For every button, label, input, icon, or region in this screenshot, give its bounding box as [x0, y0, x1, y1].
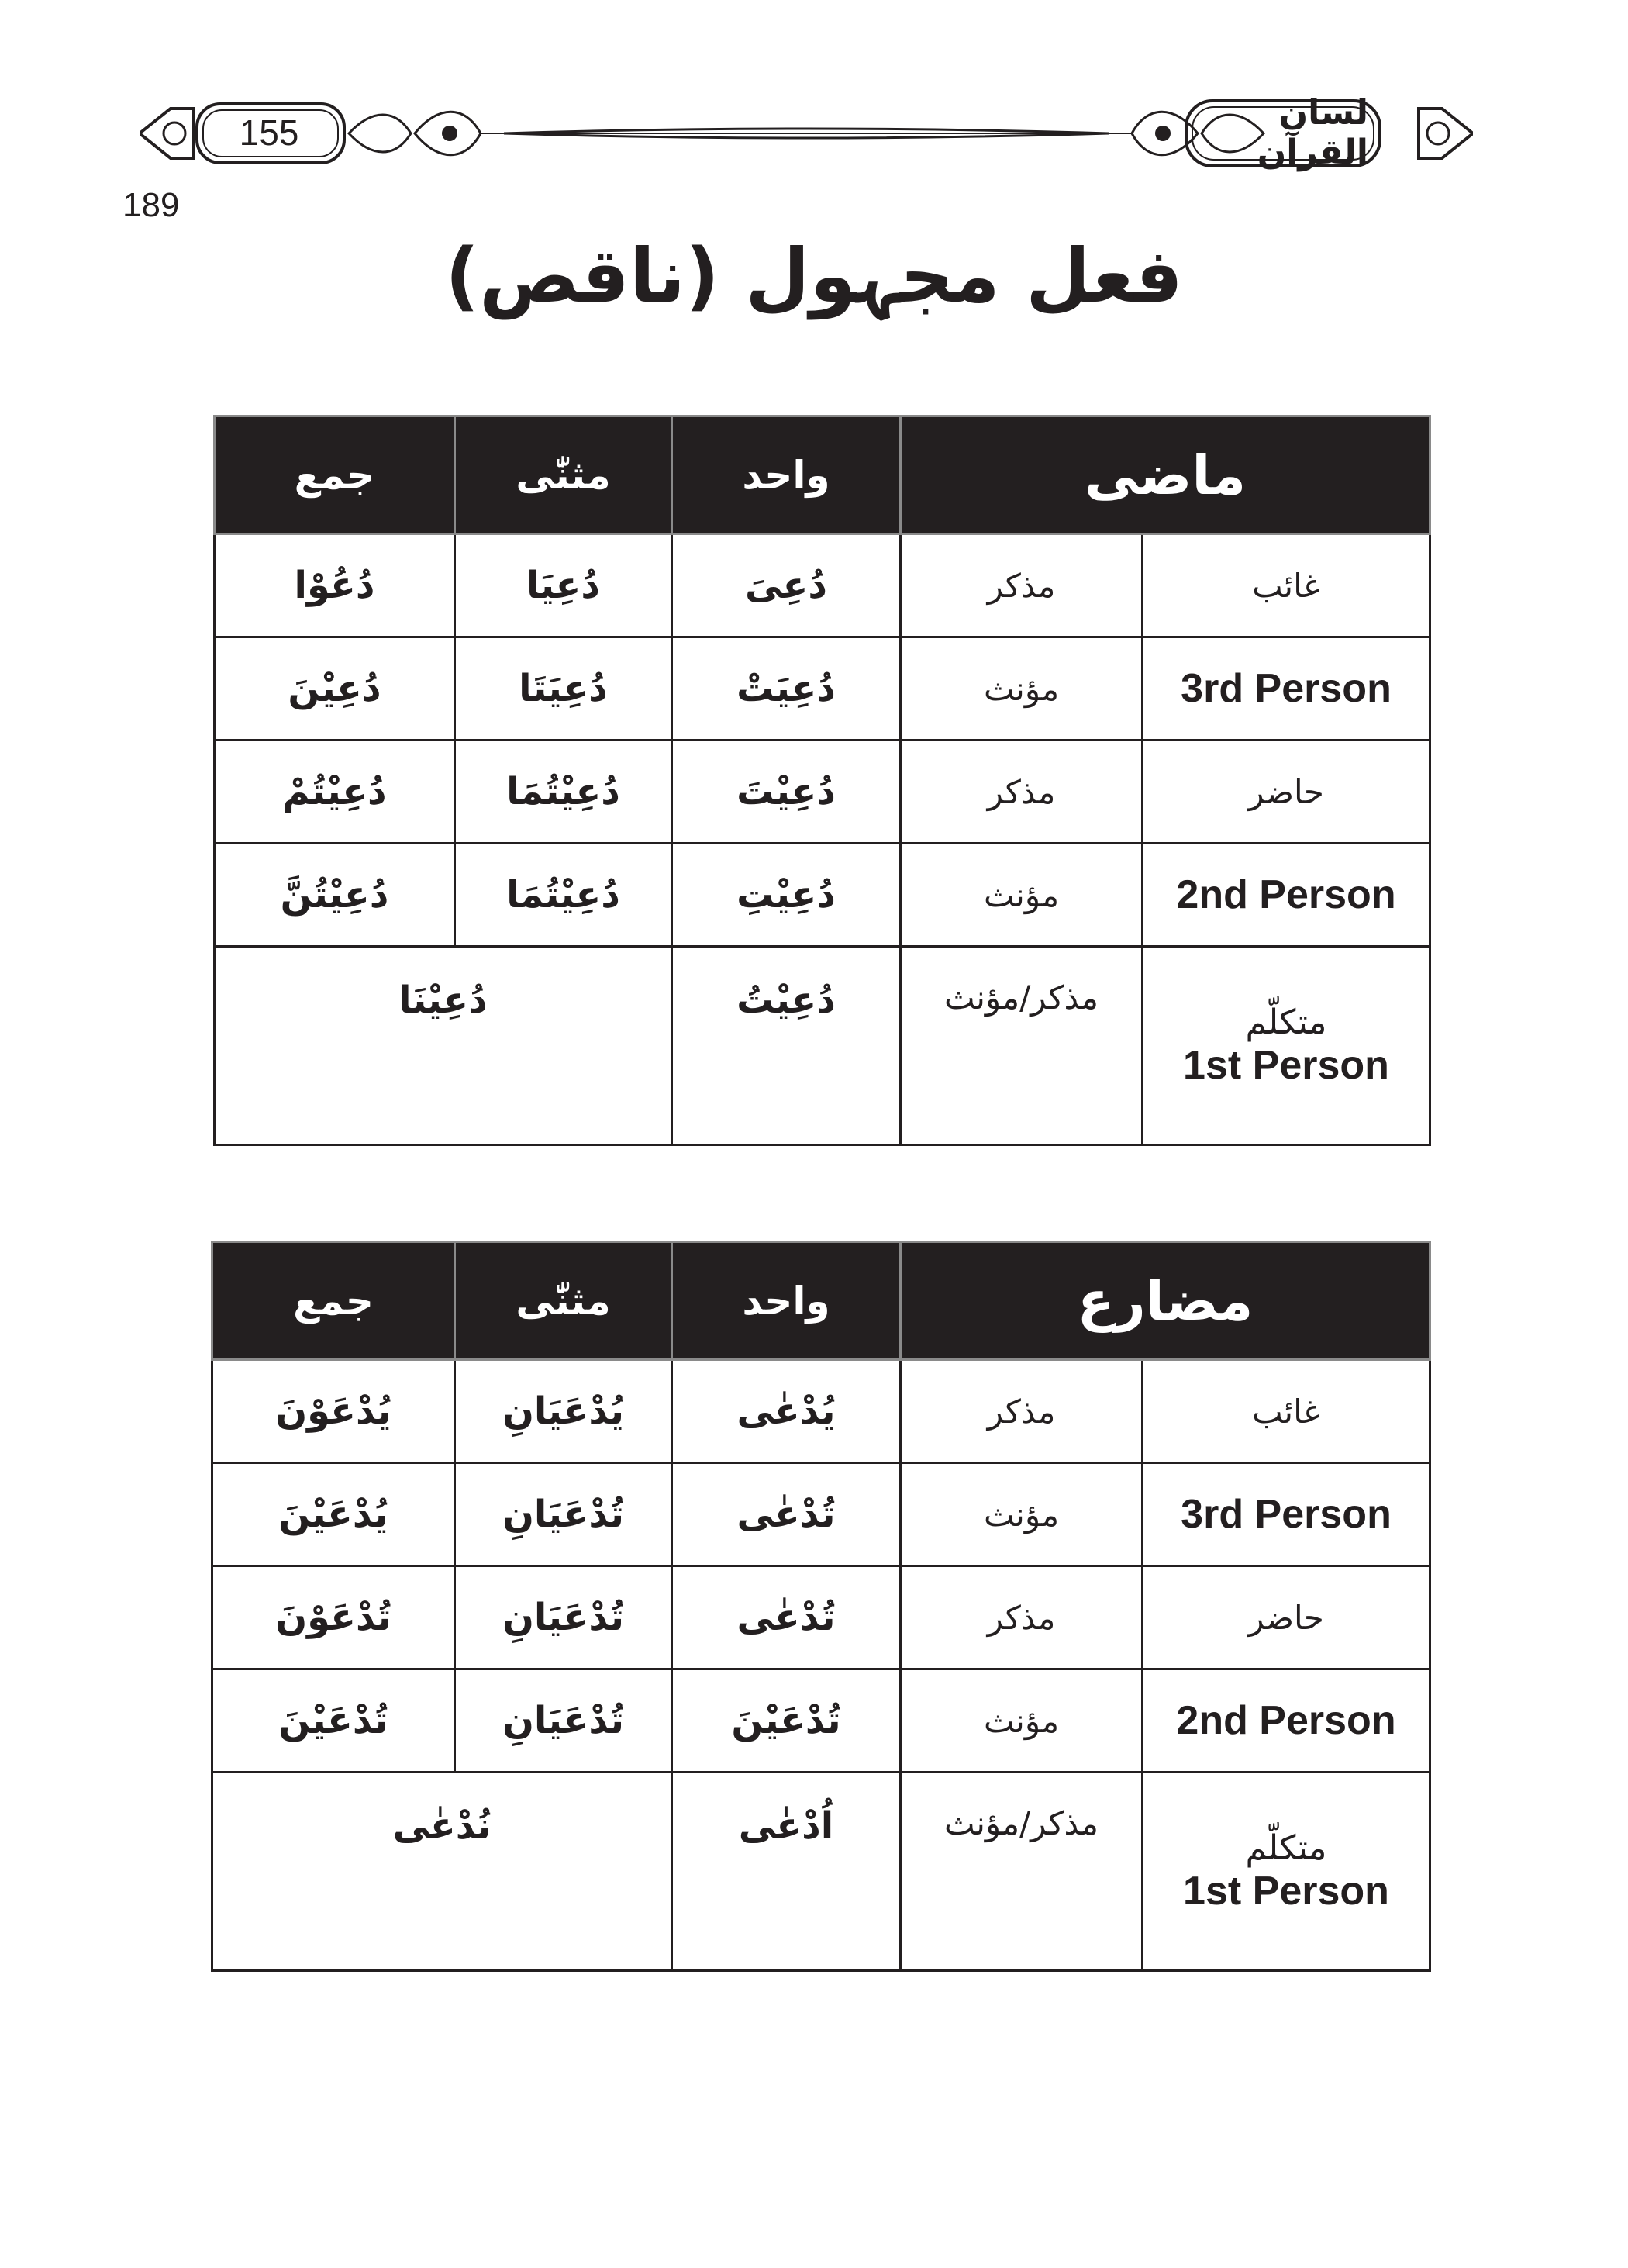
- cell-jama: تُدْعَیْنَ: [212, 1669, 455, 1773]
- cell-gender-text: مذکر/مؤنث: [944, 979, 1099, 1017]
- col-header-wahid: واحد: [672, 1242, 901, 1360]
- cell-jama: یُدْعَوْنَ: [212, 1360, 455, 1463]
- cell-gender: [901, 947, 1143, 1145]
- col-header-wahid: واحد: [672, 416, 901, 534]
- cell-jama: یُدْعَیْنَ: [212, 1463, 455, 1566]
- cell-jama: دُعِیْنَ: [215, 637, 455, 740]
- first-person-label-ur: متکلّم: [1245, 1003, 1327, 1042]
- cell-muthanna: یُدْعَیَانِ: [455, 1360, 672, 1463]
- table-header-row: [215, 416, 1430, 534]
- table-row: [212, 1669, 1430, 1773]
- first-person-label-ur: متکلّم: [1245, 1828, 1327, 1868]
- cell-jama: تُدْعَوْنَ: [212, 1566, 455, 1669]
- cell-gender: مذکر: [901, 534, 1143, 637]
- cell-wahid: تُدْعٰی: [672, 1463, 901, 1566]
- table-row: [215, 740, 1430, 844]
- cell-muthanna: دُعِیَا: [455, 534, 672, 637]
- first-person-label-en: 1st Person: [1183, 1043, 1389, 1088]
- cell-muthanna: تُدْعَیَانِ: [455, 1669, 672, 1773]
- cell-person: [1143, 947, 1430, 1145]
- cell-plural-text: نُدْعٰی: [392, 1804, 492, 1848]
- table-row: [215, 844, 1430, 947]
- page-number: 155: [239, 112, 299, 153]
- cell-wahid: دُعِیَ: [672, 534, 901, 637]
- table-header-row: [212, 1242, 1430, 1360]
- col-header-muthanna: مثنّٰی: [455, 416, 672, 534]
- cell-gender: مؤنث: [901, 1669, 1143, 1773]
- cell-muthanna: تُدْعَیَانِ: [455, 1463, 672, 1566]
- table-row: [212, 1463, 1430, 1566]
- cell-person: 3rd Person: [1143, 637, 1430, 740]
- cell-person: غائب: [1143, 534, 1430, 637]
- cell-wahid: تُدْعَیْنَ: [672, 1669, 901, 1773]
- cell-wahid: [672, 947, 901, 1145]
- cell-wahid: تُدْعٰی: [672, 1566, 901, 1669]
- table-row: [215, 534, 1430, 637]
- cell-muthanna: دُعِیْتُمَا: [455, 844, 672, 947]
- cell-gender: مذکر: [901, 740, 1143, 844]
- cell-wahid: دُعِیَتْ: [672, 637, 901, 740]
- cell-person: غائب: [1143, 1360, 1430, 1463]
- cell-wahid: [672, 1773, 901, 1971]
- cell-jama: دُعِیْتُنَّ: [215, 844, 455, 947]
- page-title: فعل مجہول (ناقص): [445, 233, 1183, 319]
- cell-gender: مؤنث: [901, 1463, 1143, 1566]
- cell-muthanna: دُعِیَتَا: [455, 637, 672, 740]
- table-row: [212, 1566, 1430, 1669]
- cell-muthanna: دُعِیْتُمَا: [455, 740, 672, 844]
- cell-person: [1143, 1773, 1430, 1971]
- cell-wahid-text: اُدْعٰی: [738, 1804, 834, 1848]
- cell-plural-text: دُعِیْنَا: [398, 979, 488, 1022]
- cell-person: حاضر: [1143, 740, 1430, 844]
- col-header-muthanna: مثنّٰی: [455, 1242, 672, 1360]
- table-row-first-person: [212, 1773, 1430, 1971]
- cell-wahid-text: دُعِیْتُ: [736, 979, 836, 1022]
- cell-gender: [901, 1773, 1143, 1971]
- table-row-first-person: [215, 947, 1430, 1145]
- cell-gender: مؤنث: [901, 637, 1143, 740]
- table-row: [212, 1360, 1430, 1463]
- cell-gender-text: مذکر/مؤنث: [944, 1804, 1099, 1842]
- cell-person: حاضر: [1143, 1566, 1430, 1669]
- cell-gender: مذکر: [901, 1360, 1143, 1463]
- conjugation-table-madi: [213, 415, 1431, 1146]
- cell-person: 2nd Person: [1143, 1669, 1430, 1773]
- cell-plural: [215, 947, 672, 1145]
- tense-header: ماضی: [901, 416, 1430, 534]
- cell-wahid: یُدْعٰی: [672, 1360, 901, 1463]
- first-person-label-en: 1st Person: [1183, 1869, 1389, 1914]
- cell-gender: مذکر: [901, 1566, 1143, 1669]
- cell-jama: دُعِیْتُمْ: [215, 740, 455, 844]
- cell-muthanna: تُدْعَیَانِ: [455, 1566, 672, 1669]
- tense-header: مضارع: [901, 1242, 1430, 1360]
- cell-wahid: دُعِیْتِ: [672, 844, 901, 947]
- cell-wahid: دُعِیْتَ: [672, 740, 901, 844]
- cell-person: 3rd Person: [1143, 1463, 1430, 1566]
- col-header-jama: جمع: [212, 1242, 455, 1360]
- cell-gender: مؤنث: [901, 844, 1143, 947]
- side-page-number: 189: [122, 186, 180, 224]
- book-title: لسان القرآن: [1257, 93, 1368, 172]
- conjugation-table-mudari: [211, 1241, 1431, 1972]
- cell-person: 2nd Person: [1143, 844, 1430, 947]
- cell-jama: دُعُوْا: [215, 534, 455, 637]
- cell-plural: [212, 1773, 672, 1971]
- table-row: [215, 637, 1430, 740]
- col-header-jama: جمع: [215, 416, 455, 534]
